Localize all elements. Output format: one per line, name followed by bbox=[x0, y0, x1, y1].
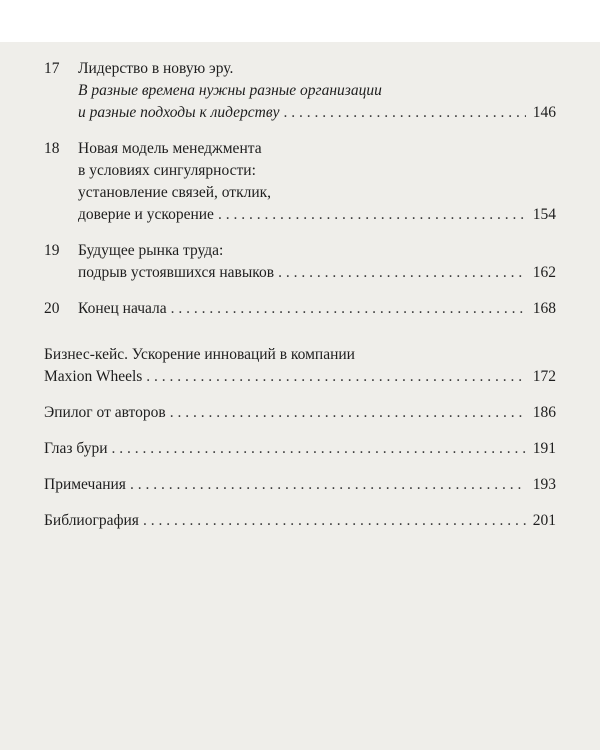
page-number: 146 bbox=[532, 104, 556, 121]
entry-last-line bbox=[78, 298, 556, 320]
entry-title-line: в условиях сингулярности: bbox=[78, 162, 256, 179]
entry-last-line bbox=[44, 402, 556, 424]
page-number: 172 bbox=[532, 368, 556, 385]
dot-leader bbox=[218, 204, 526, 226]
page-number: 186 bbox=[532, 404, 556, 421]
entry-last-line bbox=[78, 102, 556, 124]
toc-entry-epilogue bbox=[44, 402, 556, 424]
entry-title-line: Конец начала bbox=[78, 300, 167, 317]
toc-entry-18 bbox=[44, 138, 556, 226]
page-number: 162 bbox=[532, 264, 556, 281]
entry-last-line bbox=[78, 262, 556, 284]
dot-leader bbox=[146, 366, 526, 388]
dot-leader bbox=[130, 474, 526, 496]
entry-last-line bbox=[78, 204, 556, 226]
entry-last-line bbox=[44, 474, 556, 496]
entry-title-line: Глаз бури bbox=[44, 440, 108, 457]
toc-entry-business-case bbox=[44, 344, 556, 388]
entry-last-line bbox=[44, 438, 556, 460]
entry-title-line: установление связей, отклик, bbox=[78, 184, 272, 201]
entry-title-line: Примечания bbox=[44, 476, 126, 493]
top-margin bbox=[0, 0, 600, 42]
page-number: 154 bbox=[532, 206, 556, 223]
dot-leader bbox=[170, 402, 526, 424]
dot-leader bbox=[278, 262, 526, 284]
toc-entry-17 bbox=[44, 58, 556, 124]
entry-title-line: Новая модель менеджмента bbox=[78, 140, 262, 157]
page-number: 191 bbox=[532, 440, 556, 457]
dot-leader bbox=[112, 438, 527, 460]
entry-title-line: Будущее рынка труда: bbox=[78, 242, 224, 259]
page-number: 193 bbox=[532, 476, 556, 493]
chapter-number: 20 bbox=[44, 300, 60, 317]
entry-title-line: доверие и ускорение bbox=[78, 206, 214, 223]
dot-leader bbox=[171, 298, 526, 320]
toc-entry-eye-of-storm bbox=[44, 438, 556, 460]
chapter-number: 18 bbox=[44, 140, 60, 157]
entry-title-line: подрыв устоявшихся навыков bbox=[78, 264, 275, 281]
toc-entry-19 bbox=[44, 240, 556, 284]
entry-last-line bbox=[44, 366, 556, 388]
chapter-number: 19 bbox=[44, 242, 60, 259]
page-number: 168 bbox=[532, 300, 556, 317]
entry-last-line bbox=[44, 510, 556, 532]
dot-leader bbox=[143, 510, 526, 532]
entry-title-line: Бизнес-кейс. Ускорение инноваций в компании bbox=[44, 346, 355, 363]
toc-entry-20 bbox=[44, 298, 556, 320]
page-number: 201 bbox=[532, 512, 556, 529]
table-of-contents bbox=[44, 58, 556, 546]
entry-subtitle-line: В разные времена нужны разные организации bbox=[78, 82, 382, 99]
entry-title-line: Maxion Wheels bbox=[44, 368, 143, 385]
entry-title-line: Библиография bbox=[44, 512, 139, 529]
dot-leader bbox=[283, 102, 526, 124]
chapter-number: 17 bbox=[44, 60, 60, 77]
entry-subtitle-line: и разные подходы к лидерству bbox=[78, 104, 280, 121]
toc-entry-notes bbox=[44, 474, 556, 496]
entry-title-line: Лидерство в новую эру. bbox=[78, 60, 234, 77]
toc-entry-bibliography bbox=[44, 510, 556, 532]
entry-title-line: Эпилог от авторов bbox=[44, 404, 166, 421]
